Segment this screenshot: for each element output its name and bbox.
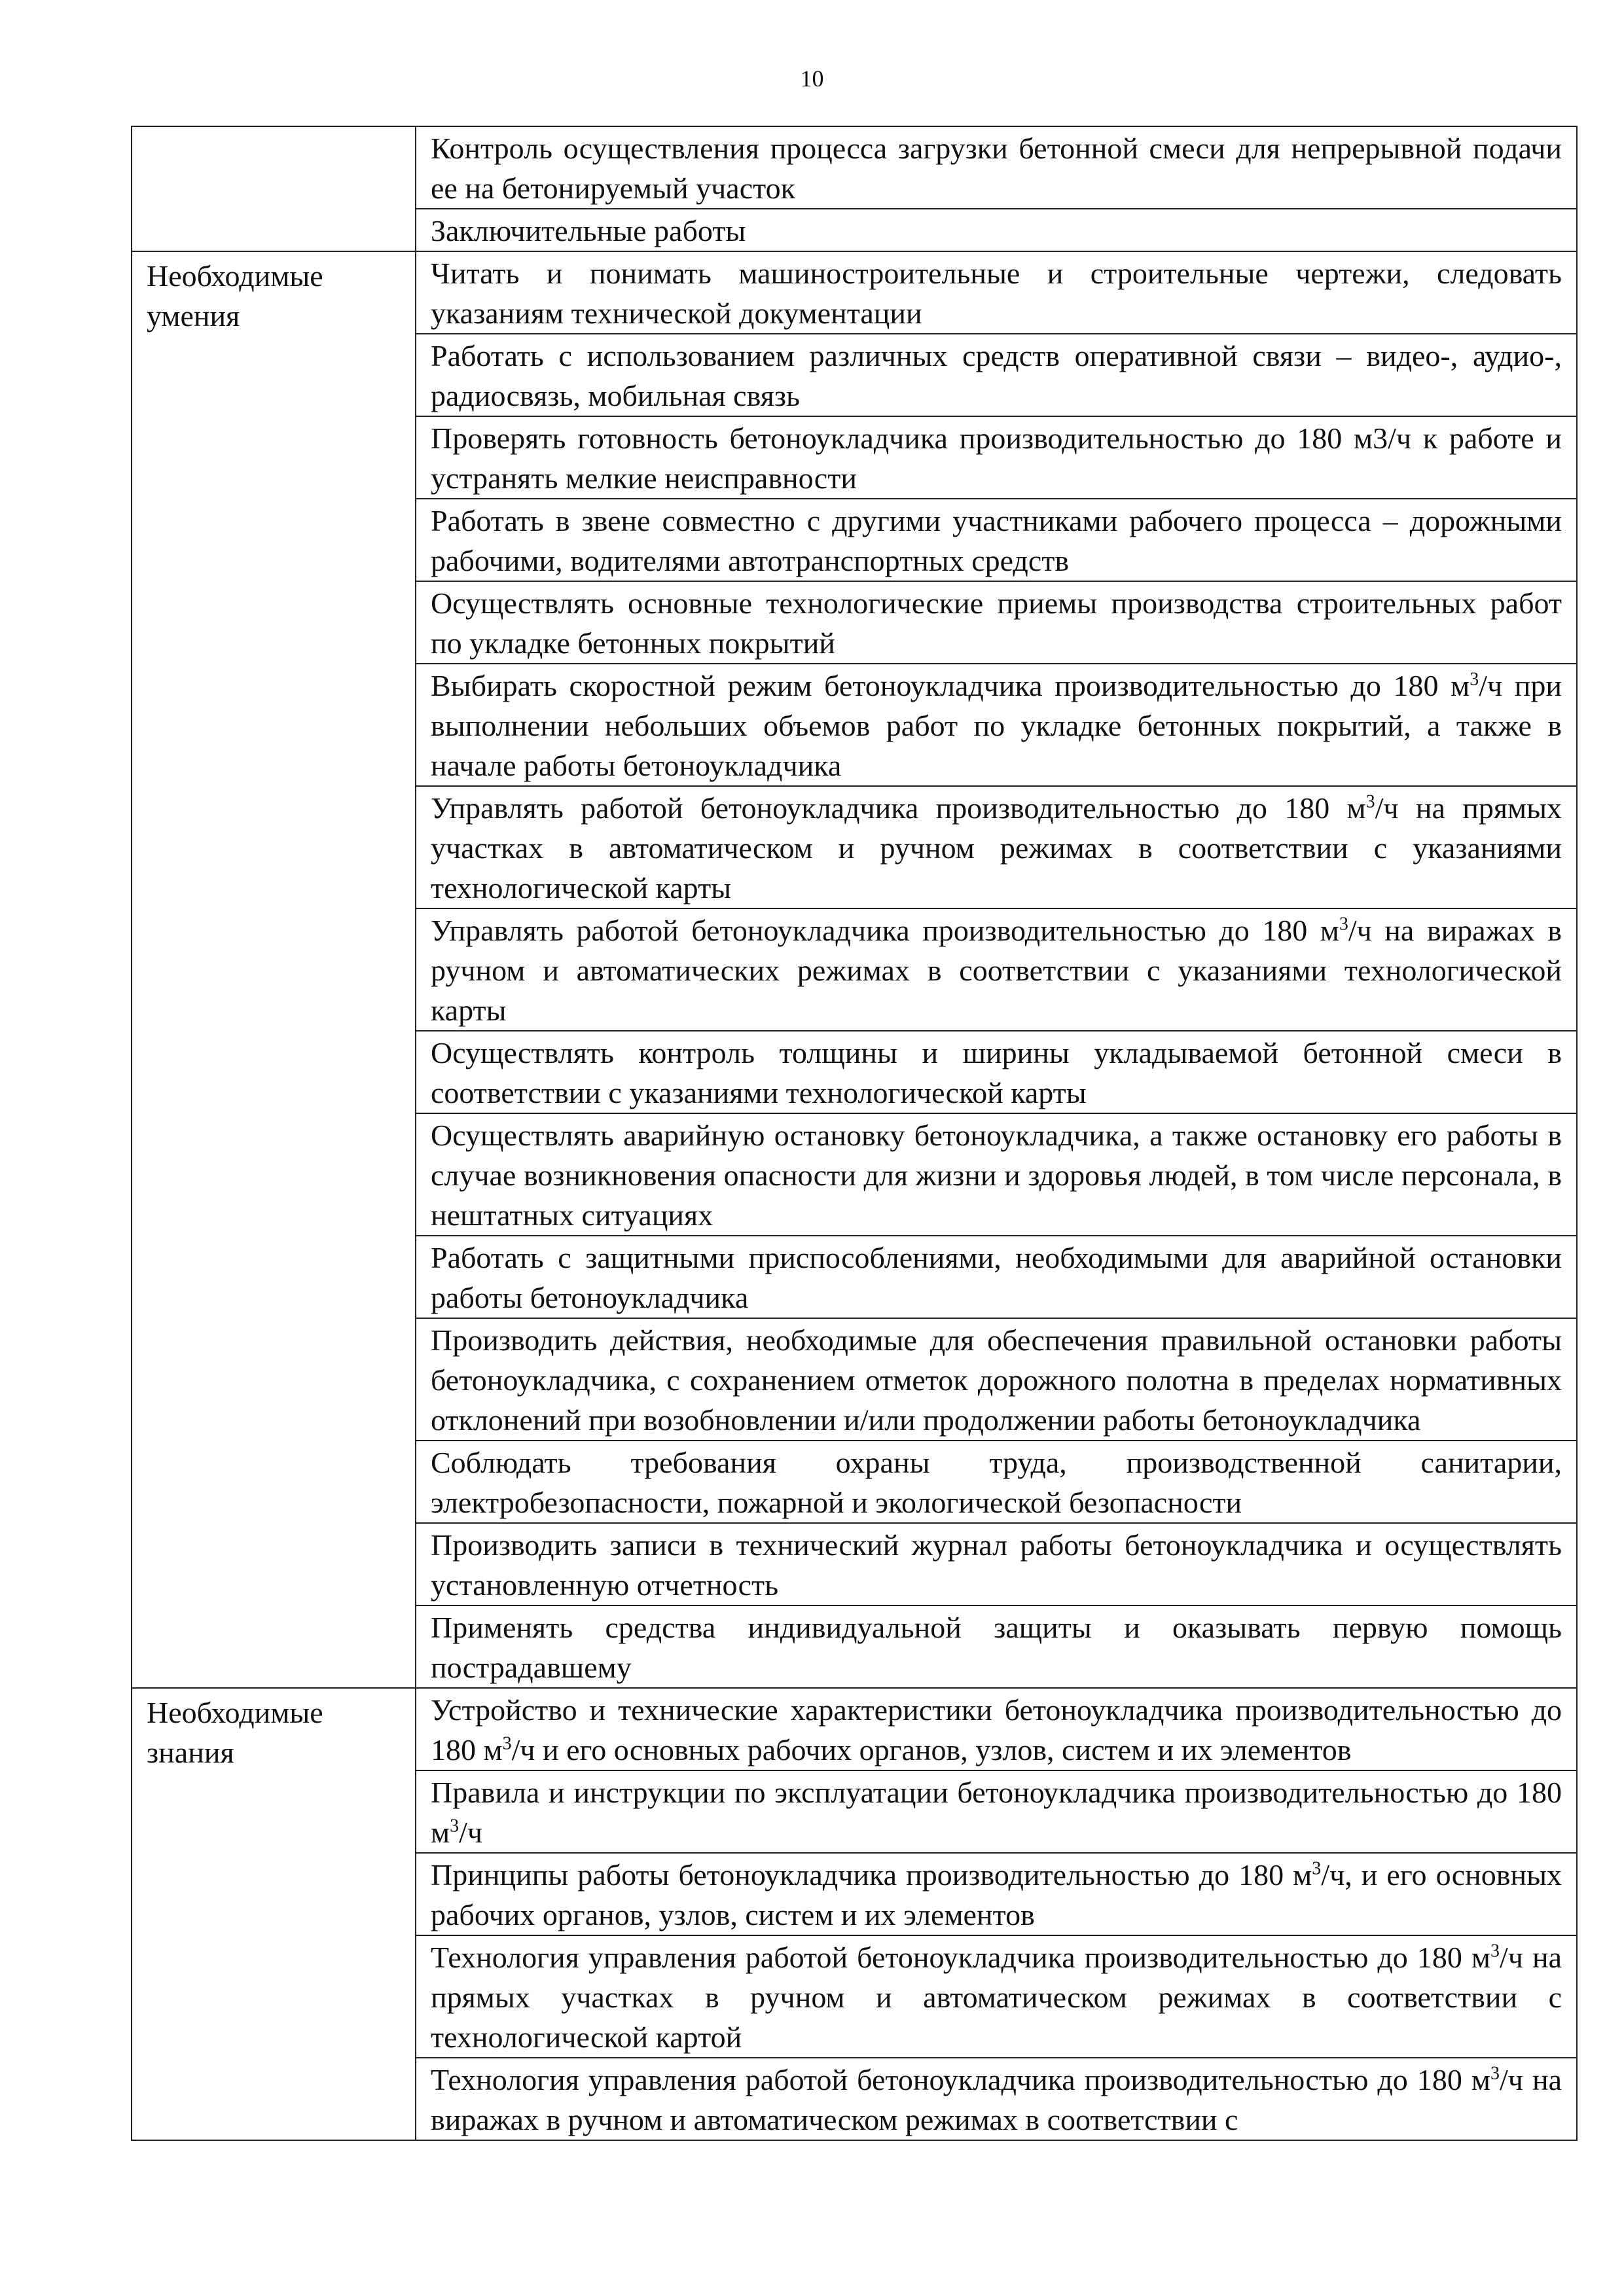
- table-cell: Производить действия, необходимые для обеспечения правильной остановки работы бетоноукладчика, с сохранением отметок дорожного полотна в пределах нормативных отклонений при возобновлении и/или продолжении работы бетоноукладчика: [416, 1318, 1577, 1441]
- cell-text: Правила и инструкции по эксплуатации бетоноукладчика производительностью до 180 м: [431, 1776, 1562, 1849]
- professional-standard-table: [131, 126, 1578, 2141]
- cell-text: Выбирать скоростной режим бетоноукладчика производительностью до 180 м: [431, 669, 1470, 702]
- table-cell: Работать с защитными приспособлениями, необходимыми для аварийной остановки работы бетоноукладчика: [416, 1236, 1577, 1318]
- superscript: 3: [1365, 791, 1375, 812]
- skills-label-cell: [132, 251, 416, 1688]
- table-row: [132, 126, 1577, 209]
- table-row: [132, 251, 1577, 334]
- cell-text: /ч на прямых участках в автоматическом и ручном режимах в соответствии с указаниями технологической карты: [431, 791, 1562, 905]
- cell-text: Управлять работой бетоноукладчика производительностью до 180 м: [431, 791, 1366, 825]
- table-cell: Производить записи в технический журнал работы бетоноукладчика и осуществлять установленную отчетность: [416, 1523, 1577, 1605]
- section-label: умения: [147, 299, 240, 332]
- cell-text: Технология управления работой бетоноукладчика производительностью до 180 м: [431, 1941, 1490, 1974]
- page-number: 10: [800, 65, 824, 92]
- section-label: Необходимые: [147, 259, 323, 293]
- cell-text: /ч при выполнении небольших объемов работ по укладке бетонных покрытий, а также в начале работы бетоноукладчика: [431, 669, 1562, 782]
- superscript: 3: [1312, 1858, 1322, 1879]
- cell-text: Технология управления работой бетоноукладчика производительностью до 180 м: [431, 2063, 1490, 2096]
- table-row: [132, 1688, 1577, 1770]
- cell-text: Устройство и технические характеристики бетоноукладчика производительностью до 180 м: [431, 1693, 1562, 1767]
- cell-text: /ч на виражах в ручном и автоматических режимах в соответствии с указаниями технологической карты: [431, 914, 1562, 1027]
- cell-text: /ч на прямых участках в ручном и автоматическом режимах в соответствии с технологической картой: [431, 1941, 1562, 2054]
- table-cell: Осуществлять контроль толщины и ширины укладываемой бетонной смеси в соответствии с указаниями технологической карты: [416, 1031, 1577, 1113]
- cell-text: /ч на виражах в ручном и автоматическом режимах в соответствии с: [431, 2063, 1562, 2136]
- table-cell: Работать с использованием различных средств оперативной связи – видео-, аудио-, радиосвязь, мобильная связь: [416, 334, 1577, 416]
- table-cell: [416, 1853, 1577, 1935]
- table-cell: [416, 1688, 1577, 1770]
- table-cell: Проверять готовность бетоноукладчика производительностью до 180 м3/ч к работе и устранять мелкие неисправности: [416, 416, 1577, 499]
- cell-text: /ч, и его основных рабочих органов, узлов, систем и их элементов: [431, 1858, 1562, 1931]
- table-cell: [416, 1935, 1577, 2058]
- superscript: 3: [450, 1816, 460, 1837]
- cell-text: /ч и его основных рабочих органов, узлов, систем и их элементов: [511, 1733, 1352, 1767]
- table-cell: Соблюдать требования охраны труда, производственной санитарии, электробезопасности, пожарной и экологической безопасности: [416, 1441, 1577, 1523]
- table-cell: [416, 1770, 1577, 1853]
- table-cell: [416, 908, 1577, 1031]
- table-cell: [416, 2058, 1577, 2140]
- table-cell: Работать в звене совместно с другими участниками рабочего процесса – дорожными рабочими, водителями автотранспортных средств: [416, 499, 1577, 581]
- table-cell: [416, 664, 1577, 786]
- table-cell: Контроль осуществления процесса загрузки бетонной смеси для непрерывной подачи ее на бетонируемый участок: [416, 126, 1577, 209]
- section-label: знания: [147, 1736, 234, 1769]
- cell-text: /ч: [459, 1816, 483, 1849]
- cell-text: Управлять работой бетоноукладчика производительностью до 180 м: [431, 914, 1339, 947]
- table-cell: Осуществлять аварийную остановку бетоноукладчика, а также остановку его работы в случае возникновения опасности для жизни и здоровья людей, в том числе персонала, в нештатных ситуациях: [416, 1113, 1577, 1236]
- cell-text: Принципы работы бетоноукладчика производительностью до 180 м: [431, 1858, 1312, 1892]
- section-label: Необходимые: [147, 1696, 323, 1729]
- table-cell: Осуществлять основные технологические приемы производства строительных работ по укладке бетонных покрытий: [416, 581, 1577, 664]
- knowledge-label-cell: [132, 1688, 416, 2140]
- table-cell: [416, 786, 1577, 908]
- superscript: 3: [1339, 914, 1348, 935]
- table-cell: Применять средства индивидуальной защиты и оказывать первую помощь пострадавшему: [416, 1605, 1577, 1688]
- table-cell: Заключительные работы: [416, 209, 1577, 251]
- superscript: 3: [1490, 2063, 1500, 2084]
- table-cell: Читать и понимать машиностроительные и строительные чертежи, следовать указаниям технической документации: [416, 251, 1577, 334]
- superscript: 3: [1490, 1941, 1500, 1962]
- empty-label-cell: [132, 126, 416, 251]
- superscript: 3: [1470, 669, 1479, 690]
- superscript: 3: [502, 1733, 512, 1754]
